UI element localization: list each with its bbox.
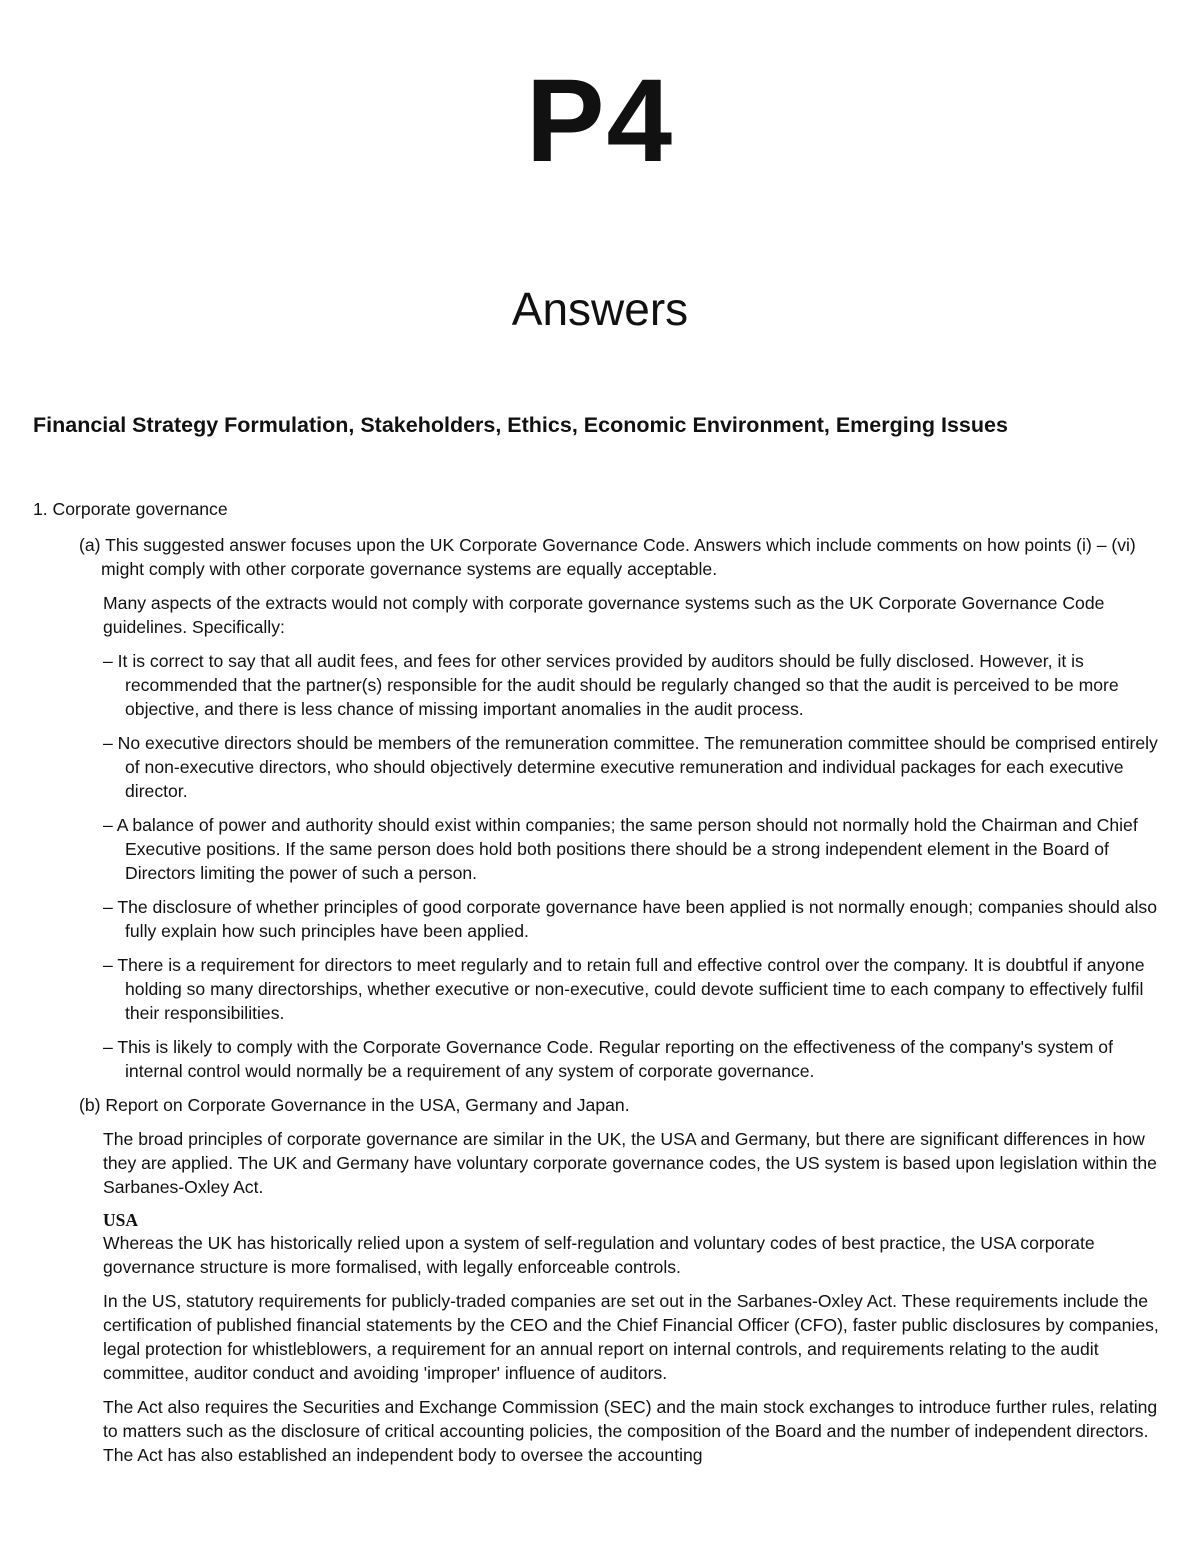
usa-paragraph: The Act also requires the Securities and Exchange Commission (SEC) and the main stock exchanges to introduce further rules, relating to matters such as the disclosure of critical accounting policies, the composition of the Board and the number of independent directors. The Act has also established an independent body to oversee the accounting (103, 1397, 1158, 1465)
paper-code: P4 (525, 55, 675, 187)
usa-heading: USA (103, 1210, 139, 1230)
list-item: – This is likely to comply with the Corporate Governance Code. Regular reporting on the effectiveness of the company's system of internal control would normally be a requirement of any system of corporate governance. (103, 1037, 1113, 1081)
part-a-lead: Many aspects of the extracts would not comply with corporate governance systems such as the UK Corporate Governance Code guidelines. Specifically: (103, 593, 1105, 637)
part-b-intro: (b) Report on Corporate Governance in the USA, Germany and Japan. (79, 1095, 630, 1115)
list-item: – A balance of power and authority should exist within companies; the same person should not normally hold the Chairman and Chief Executive positions. If the same person does hold both positions there should be a strong independent element in the Board of Directors limiting the power of such a person. (103, 815, 1138, 883)
question-title: 1. Corporate governance (33, 499, 228, 519)
list-item: – It is correct to say that all audit fees, and fees for other services provided by auditors should be fully disclosed. However, it is recommended that the partner(s) responsible for the audit should be regularly changed so that the audit is perceived to be more objective, and there is less chance of missing important anomalies in the audit process. (103, 651, 1119, 719)
page-title: Answers (511, 283, 689, 335)
usa-paragraph: In the US, statutory requirements for publicly-traded companies are set out in the Sarbanes-Oxley Act. These requirements include the certification of published financial statements by the CEO and the Chief Financial Officer (CFO), faster public disclosures by companies, legal protection for whistleblowers, a requirement for an annual report on internal controls, and requirements relating to the audit committee, auditor conduct and avoiding 'improper' influence of auditors. (103, 1291, 1159, 1383)
list-item: – The disclosure of whether principles of good corporate governance have been applied is not normally enough; companies should also fully explain how such principles have been applied. (103, 897, 1158, 941)
part-a-intro: (a) This suggested answer focuses upon the UK Corporate Governance Code. Answers which include comments on how points (i) – (vi) might comply with other corporate governance systems are equally acceptable. (79, 535, 1136, 579)
part-b-paragraph: The broad principles of corporate governance are similar in the UK, the USA and Germany, but there are significant differences in how they are applied. The UK and Germany have voluntary corporate governance codes, the US system is based upon legislation within the Sarbanes-Oxley Act. (103, 1129, 1157, 1197)
section-subtitle: Financial Strategy Formulation, Stakeholders, Ethics, Economic Environment, Emerging Issues (33, 413, 1008, 437)
list-item: – There is a requirement for directors to meet regularly and to retain full and effective control over the company. It is doubtful if anyone holding so many directorships, whether executive or non-executive, could devote sufficient time to each company to effectively fulfil their responsibilities. (103, 955, 1145, 1023)
list-item: – No executive directors should be members of the remuneration committee. The remuneration committee should be comprised entirely of non-executive directors, who should objectively determine executive remuneration and individual packages for each executive director. (103, 733, 1158, 801)
answer-body (33, 497, 1173, 1477)
usa-paragraph: Whereas the UK has historically relied upon a system of self-regulation and voluntary codes of best practice, the USA corporate governance structure is more formalised, with legally enforceable controls. (103, 1233, 1095, 1277)
